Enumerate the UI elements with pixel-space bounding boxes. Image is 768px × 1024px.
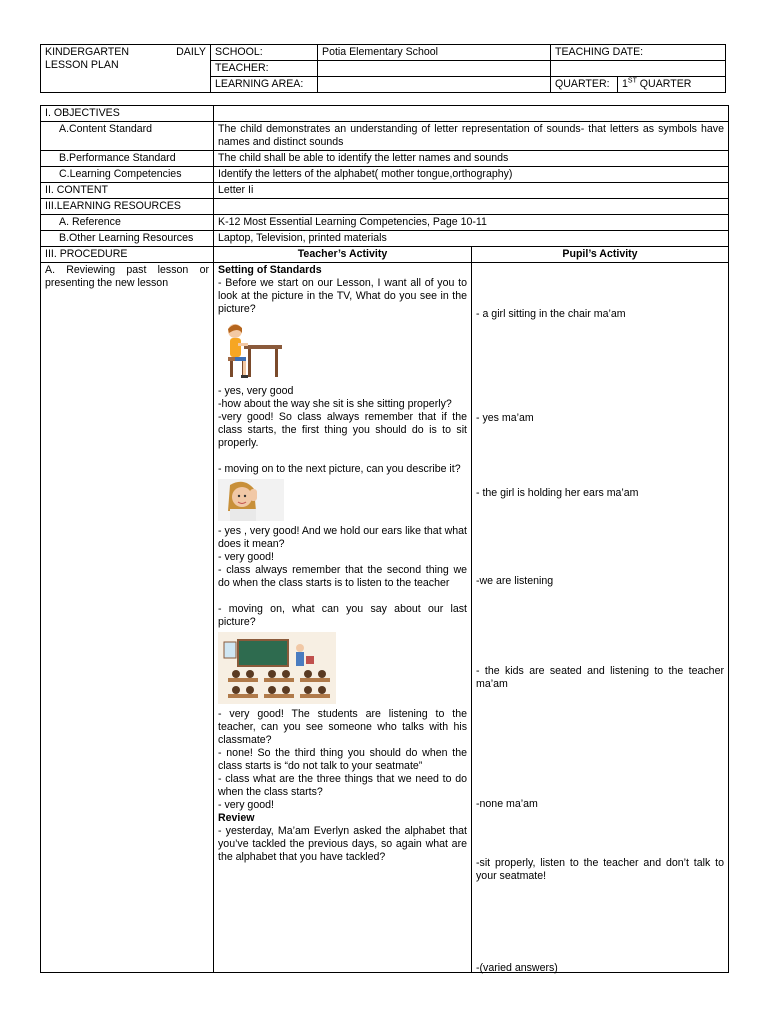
pupil-response: -none ma’am (476, 798, 538, 810)
plan-title-line2: LESSON PLAN (45, 59, 119, 71)
teacher-line: - very good! (218, 799, 274, 811)
plan-title-cell (41, 45, 211, 93)
performance-standard-text: The child shall be able to identify the letter names and sounds (214, 151, 729, 167)
resources-heading: III.LEARNING RESOURCES (41, 199, 214, 215)
quarter-value (618, 77, 726, 93)
learning-area-label: LEARNING AREA: (211, 77, 318, 93)
classroom-picture (218, 632, 336, 704)
teacher-line: - yes, very good (218, 385, 294, 397)
content-standard-text: The child demonstrates an understanding of letter representation of sounds- that letters as symbols have names and distinct sounds (214, 122, 729, 151)
teacher-line: - very good! The students are listening to the teacher, can you see someone who talks with his classmate? (218, 708, 467, 746)
reference-label: A. Reference (41, 215, 214, 231)
content-value: Letter Ii (214, 183, 729, 199)
quarter-word: QUARTER (636, 78, 692, 90)
content-standard-label: A.Content Standard (41, 122, 214, 151)
teacher-line: - moving on, what can you say about our last picture? (218, 603, 467, 628)
pupil-activity-cell (472, 263, 729, 973)
teacher-line: -very good! So class always remember that if the class starts, the first thing you should do is to sit properly. (218, 411, 467, 449)
girl-sitting-picture (218, 319, 286, 381)
other-resources-text: Laptop, Television, printed materials (214, 231, 729, 247)
teacher-line: - class what are the three things that we need to do when the class starts? (218, 773, 467, 798)
teacher-line: -how about the way she sit is she sitting properly? (218, 398, 452, 410)
pupil-response: - the kids are seated and listening to the teacher ma’am (476, 665, 724, 690)
quarter-sup: ST (627, 77, 637, 85)
step-a-label: A. Reviewing past lesson or presenting the new lesson (41, 263, 214, 973)
teacher-line: - yesterday, Ma’am Everlyn asked the alphabet that you’ve tackled the previous days, so again what are the alphabet that you have tackled? (218, 825, 467, 863)
pupil-response: -sit properly, listen to the teacher and don’t talk to your seatmate! (476, 857, 724, 882)
review-heading: Review (218, 812, 255, 824)
pupil-response: - yes ma’am (476, 412, 534, 424)
teacher-line: - very good! (218, 551, 274, 563)
school-value: Potia Elementary School (318, 45, 551, 61)
header-table (40, 44, 726, 93)
girl-listening-picture (218, 479, 284, 521)
pupil-response: - the girl is holding her ears ma’am (476, 487, 639, 499)
pupil-response: - a girl sitting in the chair ma’am (476, 308, 626, 320)
teacher-line: - none! So the third thing you should do when the class starts is “do not talk to your seatmate” (218, 747, 467, 772)
reference-text: K-12 Most Essential Learning Competencies, Page 10-11 (214, 215, 729, 231)
objectives-heading: I. OBJECTIVES (41, 106, 214, 122)
plan-title-left: KINDERGARTEN (45, 46, 129, 58)
teacher-activity-header: Teacher’s Activity (214, 247, 472, 263)
pupil-response: -(varied answers) (476, 962, 558, 974)
procedure-label: III. PROCEDURE (41, 247, 214, 263)
lesson-plan-table (40, 105, 729, 973)
pupil-response: -we are listening (476, 575, 554, 587)
performance-standard-label: B.Performance Standard (41, 151, 214, 167)
competencies-text: Identify the letters of the alphabet( mother tongue,orthography) (214, 167, 729, 183)
teacher-value (318, 61, 551, 77)
teacher-line: - moving on to the next picture, can you describe it? (218, 463, 461, 475)
teaching-date-label: TEACHING DATE: (551, 45, 726, 61)
competencies-label: C.Learning Competencies (41, 167, 214, 183)
quarter-num: 1 (622, 78, 628, 90)
plan-title-right: DAILY (176, 46, 206, 58)
pupil-activity-header: Pupil’s Activity (472, 247, 729, 263)
teaching-date-value (551, 61, 726, 77)
learning-area-value (318, 77, 551, 93)
teacher-line: - class always remember that the second thing we do when the class starts is to listen to the teacher (218, 564, 467, 589)
teacher-line: - Before we start on our Lesson, I want all of you to look at the picture in the TV, What do you see in the picture? (218, 277, 467, 315)
content-label: II. CONTENT (41, 183, 214, 199)
quarter-label: QUARTER: (551, 77, 618, 93)
teacher-label: TEACHER: (211, 61, 318, 77)
teacher-activity-cell (214, 263, 472, 973)
school-label: SCHOOL: (211, 45, 318, 61)
teacher-line: - yes , very good! And we hold our ears like that what does it mean? (218, 525, 467, 550)
setting-standards-heading: Setting of Standards (218, 264, 322, 276)
other-resources-label: B.Other Learning Resources (41, 231, 214, 247)
